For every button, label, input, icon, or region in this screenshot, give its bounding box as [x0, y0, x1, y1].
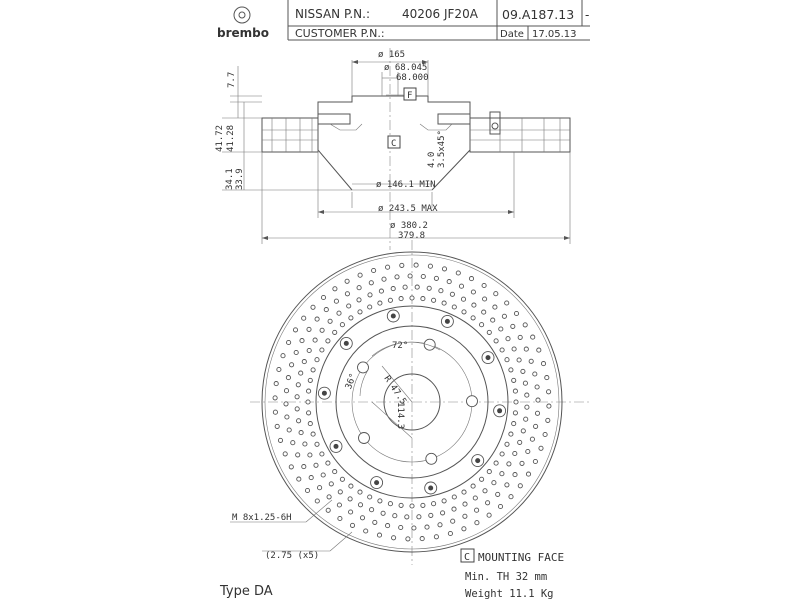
drill-hole	[452, 305, 456, 309]
drill-hole	[368, 305, 372, 309]
drill-hole	[450, 292, 454, 296]
drill-hole	[500, 452, 504, 456]
drill-hole	[462, 490, 466, 494]
drill-hole	[392, 536, 396, 540]
drill-hole	[388, 298, 392, 302]
drill-hole	[502, 314, 506, 318]
part-code: 09.A187.13	[502, 7, 575, 22]
drill-hole	[283, 452, 287, 456]
drill-hole	[393, 514, 397, 518]
drill-hole	[274, 382, 278, 386]
drill-hole	[512, 347, 516, 351]
drill-hole	[284, 402, 288, 406]
drill-hole	[483, 297, 487, 301]
floating-pin	[472, 455, 484, 467]
drill-hole	[530, 437, 534, 441]
drill-hole	[391, 287, 395, 291]
drill-hole	[399, 297, 403, 301]
drill-hole	[547, 404, 551, 408]
date-label: Date	[500, 29, 524, 40]
drill-hole	[524, 417, 528, 421]
drill-hole	[494, 461, 498, 465]
drill-hole	[377, 533, 381, 537]
drill-hole	[368, 495, 372, 499]
drill-hole	[507, 462, 511, 466]
drill-hole	[546, 418, 550, 422]
drill-hole	[326, 339, 330, 343]
drill-hole	[441, 511, 445, 515]
drill-hole	[448, 531, 452, 535]
datum-c: C	[391, 139, 397, 149]
drill-hole	[462, 527, 466, 531]
drill-hole	[491, 318, 495, 322]
drill-hole	[463, 514, 467, 518]
drill-hole	[535, 411, 539, 415]
floating-pin	[482, 352, 494, 364]
date-value: 17.05.13	[532, 29, 577, 40]
drill-hole	[349, 510, 353, 514]
drill-hole	[358, 503, 362, 507]
drill-hole	[506, 337, 510, 341]
drill-hole	[320, 452, 324, 456]
drill-hole	[358, 490, 362, 494]
drill-hole	[333, 287, 337, 291]
drill-hole	[473, 496, 477, 500]
drill-hole	[545, 376, 549, 380]
drill-hole	[475, 521, 479, 525]
drill-hole	[333, 470, 337, 474]
stud-hole	[358, 362, 369, 373]
drill-hole	[525, 393, 529, 397]
drill-hole	[403, 285, 407, 289]
drill-hole	[299, 371, 303, 375]
drill-hole	[541, 362, 545, 366]
drill-hole	[410, 296, 414, 300]
drill-hole	[315, 317, 319, 321]
drill-hole	[386, 524, 390, 528]
drill-hole	[487, 470, 491, 474]
radius-475: R 47.5	[381, 374, 408, 407]
drill-hole	[307, 327, 311, 331]
drill-hole	[308, 378, 312, 382]
drill-hole	[518, 335, 522, 339]
drill-hole	[425, 525, 429, 529]
drill-hole	[395, 275, 399, 279]
drill-hole	[307, 411, 311, 415]
drill-hole	[345, 279, 349, 283]
drill-hole	[442, 267, 446, 271]
stud-hole	[359, 433, 370, 444]
drill-hole	[524, 347, 528, 351]
drill-hole	[347, 304, 351, 308]
drill-hole	[500, 348, 504, 352]
drill-hole	[514, 311, 518, 315]
drill-hole	[463, 502, 467, 506]
min-thickness: Min. TH 32 mm	[465, 571, 548, 583]
drill-hole	[521, 369, 525, 373]
drill-hole	[295, 407, 299, 411]
drill-hole	[381, 511, 385, 515]
drill-hole	[324, 308, 328, 312]
drill-hole	[421, 503, 425, 507]
drill-hole	[428, 264, 432, 268]
drill-hole	[299, 431, 303, 435]
drill-hole	[434, 535, 438, 539]
drill-hole	[480, 477, 484, 481]
drill-hole	[496, 492, 500, 496]
drill-hole	[338, 516, 342, 520]
drill-hole	[273, 396, 277, 400]
drill-hole	[475, 508, 479, 512]
drill-hole	[369, 281, 373, 285]
stud-hole	[467, 396, 478, 407]
drill-hole	[337, 311, 341, 315]
drill-hole	[378, 301, 382, 305]
drill-hole	[408, 274, 412, 278]
drill-hole	[533, 372, 537, 376]
drill-hole	[357, 298, 361, 302]
drill-hole	[513, 411, 517, 415]
drill-hole	[493, 305, 497, 309]
drill-hole	[296, 453, 300, 457]
drill-hole	[547, 390, 551, 394]
drill-hole	[348, 497, 352, 501]
drill-hole	[388, 502, 392, 506]
drill-hole	[487, 513, 491, 517]
drill-hole	[382, 277, 386, 281]
dim-bore-min: 68.000	[396, 73, 429, 83]
front-view	[230, 240, 590, 565]
drill-hole	[306, 400, 310, 404]
drill-hole	[309, 476, 313, 480]
drill-hole	[311, 305, 315, 309]
floating-pin	[441, 315, 453, 327]
drill-hole	[471, 316, 475, 320]
angle-72: 72°	[392, 341, 409, 351]
oem-label: NISSAN P.N.:	[295, 7, 370, 21]
drill-hole	[277, 367, 281, 371]
section-view	[215, 48, 570, 250]
drill-hole	[338, 490, 342, 494]
drill-hole	[536, 398, 540, 402]
drill-hole	[421, 297, 425, 301]
drill-hole	[534, 424, 538, 428]
drill-hole	[334, 299, 338, 303]
drill-hole	[487, 330, 491, 334]
drill-hole	[512, 422, 516, 426]
weight: Weight 11.1 Kg	[465, 588, 554, 600]
drill-hole	[370, 508, 374, 512]
drill-hole	[302, 465, 306, 469]
drill-hole	[321, 295, 325, 299]
drill-hole	[414, 263, 418, 267]
drill-hole	[447, 280, 451, 284]
drill-hole	[364, 529, 368, 533]
drill-hole	[494, 292, 498, 296]
drill-hole	[513, 473, 517, 477]
dim-outer-2: 379.8	[398, 231, 426, 241]
customer-label: CUSTOMER P.N.:	[295, 27, 385, 40]
drill-hole	[327, 495, 331, 499]
brembo-logo	[217, 7, 269, 40]
drill-hole	[520, 461, 524, 465]
drill-hole	[421, 274, 425, 278]
type-label: Type DA	[220, 584, 273, 599]
drill-hole	[321, 473, 325, 477]
dim-chamfer-1: 4.0	[427, 151, 437, 168]
drill-hole	[505, 358, 509, 362]
drill-hole	[451, 519, 455, 523]
floating-pin	[371, 477, 383, 489]
drill-hole	[500, 472, 504, 476]
dim-hat-height: 7.7	[227, 71, 237, 88]
dim-d165: ø 165	[378, 50, 406, 60]
drill-hole	[513, 389, 517, 393]
drill-hole	[350, 523, 354, 527]
drill-hole	[308, 422, 312, 426]
drill-hole	[438, 523, 442, 527]
drill-hole	[399, 503, 403, 507]
drill-hole	[285, 415, 289, 419]
dim-ring-2: 33.9	[235, 168, 245, 190]
holes-note: (2.75 (x5)	[265, 551, 320, 561]
stud-hole	[426, 453, 437, 464]
drill-hole	[513, 451, 517, 455]
oem-number: 40206 JF20A	[402, 7, 478, 21]
drill-hole	[400, 263, 404, 267]
title-block	[217, 0, 590, 40]
drill-hole	[281, 354, 285, 358]
drill-hole	[452, 495, 456, 499]
drill-hole	[311, 432, 315, 436]
dim-d146: ø 146.1 MIN	[376, 180, 436, 190]
drill-hole	[415, 285, 419, 289]
drill-hole	[302, 316, 306, 320]
floating-pin	[494, 405, 506, 417]
dim-ring-1: 34.1	[225, 168, 235, 190]
drill-hole	[518, 440, 522, 444]
datum-f: F	[407, 91, 413, 101]
drill-hole	[521, 429, 525, 433]
drill-hole	[345, 292, 349, 296]
drill-hole	[326, 461, 330, 465]
drill-hole	[412, 526, 416, 530]
drill-hole	[533, 459, 537, 463]
drill-hole	[514, 400, 518, 404]
drill-hole	[462, 310, 466, 314]
mounting-tag: C	[464, 552, 471, 563]
drill-hole	[307, 389, 311, 393]
drill-hole	[368, 293, 372, 297]
dim-chamfer-2: 3.5x45°	[437, 130, 447, 168]
drill-hole	[429, 513, 433, 517]
brand-name: brembo	[217, 26, 269, 40]
drill-hole	[305, 488, 309, 492]
drill-hole	[357, 286, 361, 290]
drill-hole	[469, 277, 473, 281]
drill-hole	[303, 442, 307, 446]
drill-hole	[329, 482, 333, 486]
drill-hole	[349, 316, 353, 320]
angle-36: 36°	[344, 372, 360, 391]
drill-hole	[526, 472, 530, 476]
drill-hole	[525, 405, 529, 409]
drill-hole	[523, 381, 527, 385]
drill-hole	[308, 453, 312, 457]
drill-hole	[297, 419, 301, 423]
svg-text:-: -	[585, 8, 590, 22]
drill-hole	[523, 323, 527, 327]
drill-hole	[498, 504, 502, 508]
drill-hole	[461, 297, 465, 301]
drill-hole	[511, 324, 515, 328]
stud-hole	[424, 339, 435, 350]
drill-hole	[286, 376, 290, 380]
drill-hole	[318, 486, 322, 490]
dim-total-2: 41.28	[226, 124, 236, 152]
drill-hole	[410, 504, 414, 508]
drill-hole	[505, 483, 509, 487]
drill-hole	[494, 339, 498, 343]
drill-hole	[275, 424, 279, 428]
floating-pin	[387, 310, 399, 322]
dim-d243: ø 243.5 MAX	[378, 204, 438, 214]
drill-hole	[293, 328, 297, 332]
drill-hole	[291, 441, 295, 445]
drill-hole	[326, 508, 330, 512]
drill-hole	[420, 537, 424, 541]
drill-hole	[294, 350, 298, 354]
drill-hole	[349, 484, 353, 488]
drill-hole	[289, 465, 293, 469]
drill-hole	[434, 276, 438, 280]
drill-hole	[315, 499, 319, 503]
drill-hole	[471, 484, 475, 488]
dim-total-1: 41.72	[215, 124, 225, 152]
drill-hole	[480, 323, 484, 327]
drill-hole	[472, 303, 476, 307]
drill-hole	[486, 501, 490, 505]
drill-hole	[509, 432, 513, 436]
drill-hole	[539, 446, 543, 450]
drill-hole	[492, 481, 496, 485]
drill-hole	[378, 499, 382, 503]
drill-hole	[529, 359, 533, 363]
drill-hole	[302, 360, 306, 364]
drill-hole	[482, 283, 486, 287]
floating-pin	[330, 440, 342, 452]
drill-hole	[315, 358, 319, 362]
drill-hole	[442, 301, 446, 305]
drill-hole	[471, 290, 475, 294]
drill-hole	[295, 395, 299, 399]
drill-hole	[379, 289, 383, 293]
drill-hole	[535, 385, 539, 389]
drill-hole	[333, 330, 337, 334]
drill-hole	[509, 495, 513, 499]
dim-outer-1: ø 380.2	[390, 221, 428, 231]
drill-hole	[297, 477, 301, 481]
drill-hole	[315, 442, 319, 446]
drill-hole	[373, 520, 377, 524]
drill-hole	[386, 265, 390, 269]
drill-hole	[328, 319, 332, 323]
drill-hole	[340, 323, 344, 327]
drill-hole	[483, 489, 487, 493]
drill-hole	[505, 301, 509, 305]
dim-bore-max: ø 68.045	[384, 63, 428, 73]
drill-hole	[417, 515, 421, 519]
drill-hole	[320, 328, 324, 332]
drill-hole	[543, 432, 547, 436]
drill-hole	[296, 383, 300, 387]
drill-hole	[452, 507, 456, 511]
drill-hole	[360, 516, 364, 520]
drill-hole	[287, 428, 291, 432]
drill-hole	[273, 410, 277, 414]
drill-hole	[313, 338, 317, 342]
floating-pin	[318, 387, 330, 399]
drill-hole	[340, 477, 344, 481]
floating-pin	[425, 482, 437, 494]
drill-hole	[509, 368, 513, 372]
drill-hole	[456, 271, 460, 275]
drill-hole	[307, 348, 311, 352]
floating-pin	[340, 337, 352, 349]
thread-note: M 8x1.25-6H	[232, 513, 292, 523]
drill-hole	[337, 503, 341, 507]
drill-hole	[405, 515, 409, 519]
drill-hole	[526, 449, 530, 453]
drill-hole	[432, 298, 436, 302]
drill-hole	[406, 537, 410, 541]
drill-hole	[284, 389, 288, 393]
drill-hole	[518, 484, 522, 488]
drill-hole	[439, 289, 443, 293]
drill-hole	[320, 348, 324, 352]
drill-hole	[482, 310, 486, 314]
drill-hole	[517, 358, 521, 362]
pcd-value: 114.3	[395, 402, 405, 430]
drill-hole	[314, 463, 318, 467]
drill-hole	[290, 363, 294, 367]
drill-hole	[432, 502, 436, 506]
drill-hole	[459, 284, 463, 288]
drill-hole	[505, 442, 509, 446]
drill-hole	[358, 310, 362, 314]
drill-hole	[537, 348, 541, 352]
drill-hole	[442, 499, 446, 503]
drill-hole	[427, 286, 431, 290]
drill-hole	[499, 327, 503, 331]
drill-hole	[399, 525, 403, 529]
drill-hole	[531, 335, 535, 339]
drill-hole	[278, 438, 282, 442]
drill-hole	[372, 268, 376, 272]
drill-hole	[300, 339, 304, 343]
drill-hole	[358, 273, 362, 277]
drill-hole	[311, 368, 315, 372]
drill-hole	[287, 340, 291, 344]
drill-hole	[512, 378, 516, 382]
mounting-face: MOUNTING FACE	[478, 551, 565, 564]
